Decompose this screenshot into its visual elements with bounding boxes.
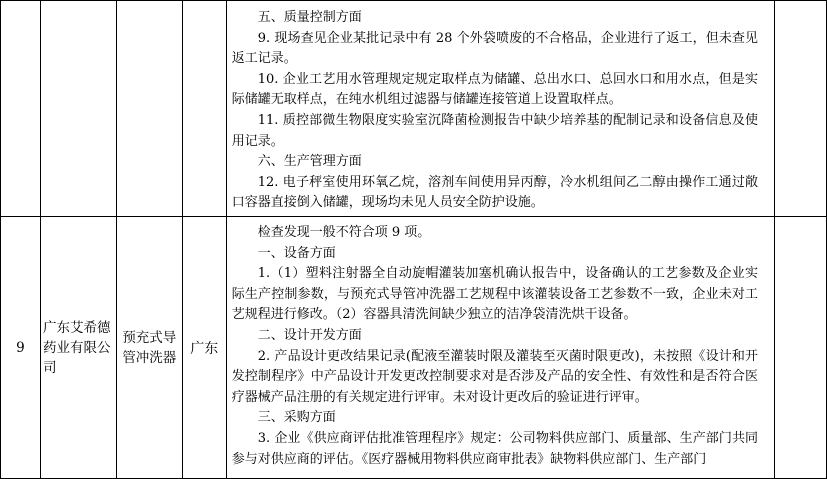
summary-text: 检查发现一般不符合项 9 项。 <box>257 225 431 240</box>
finding-item: 12. 电子秤室使用环氧乙烷，溶剂车间使用异丙醇，冷水机组间乙二醇由操作工通过敞口容器直接倒入储罐，现场均未见人员安全防护设施。 <box>231 174 759 211</box>
remarks-cell <box>775 217 827 479</box>
table-row <box>1 217 827 479</box>
content-cell <box>226 217 774 479</box>
content-cell <box>226 1 774 217</box>
remarks-cell <box>775 1 827 217</box>
row-number: 9 <box>1 217 41 479</box>
product-cell <box>116 217 182 479</box>
company-cell <box>40 217 116 479</box>
section-heading: 六、生产管理方面 <box>257 154 362 170</box>
finding-item: 11. 质控部微生物限度实验室沉降菌检测报告中缺少培养基的配制记录和设备信息及使用记录。 <box>231 112 759 149</box>
table-row <box>1 1 827 217</box>
company-name: 广东艾希德药业有限公司 <box>42 319 111 376</box>
section-heading: 三、采购方面 <box>257 410 336 426</box>
finding-item: 1.（1）塑料注射器全自动旋帽灌装加塞机确认报告中，设备确认的工艺参数及企业实际生产控制参数，与预充式导管冲洗器工艺规程中该灌装设备工艺参数不一致，企业未对工艺规程进行修改。（2）容器具清洗间缺少独立的洁净袋清洗烘干设备。 <box>231 266 759 323</box>
province-name: 广东 <box>182 217 226 479</box>
section-heading: 一、设备方面 <box>257 245 336 261</box>
row-number-cell <box>1 1 41 217</box>
product-cell <box>116 1 182 217</box>
section-heading: 五、质量控制方面 <box>257 10 362 25</box>
section-heading: 二、设计开发方面 <box>257 327 362 343</box>
province-cell <box>182 1 226 217</box>
finding-item: 2. 产品设计更改结果记录(配液至灌装时限及灌装至灭菌时限更改)，未按照《设计和开发控制程序》中产品设计开发更改控制要求对是否涉及产品的安全性、有效性和是否符合医疗器械产品注册的有关规定进行评审。未对设计更改后的验证进行评审。 <box>231 348 759 405</box>
finding-item: 9. 现场查见企业某批记录中有 28 个外袋喷废的不合格品，企业进行了返工，但未查见返工记录。 <box>231 30 759 67</box>
finding-item: 10. 企业工艺用水管理规定规定取样点为储罐、总出水口、总回水口和用水点，但是实际储罐无取样点，在纯水机组过滤器与储罐连接管道上设置取样点。 <box>231 71 759 108</box>
finding-item: 3. 企业《供应商评估批准管理程序》规定：公司物料供应部门、质量部、生产部门共同参与对供应商的评估。《医疗器械用物料供应商审批表》缺物料供应部门、生产部门 <box>231 430 759 467</box>
product-name: 预充式导管冲洗器 <box>122 329 177 366</box>
company-cell <box>40 1 116 217</box>
